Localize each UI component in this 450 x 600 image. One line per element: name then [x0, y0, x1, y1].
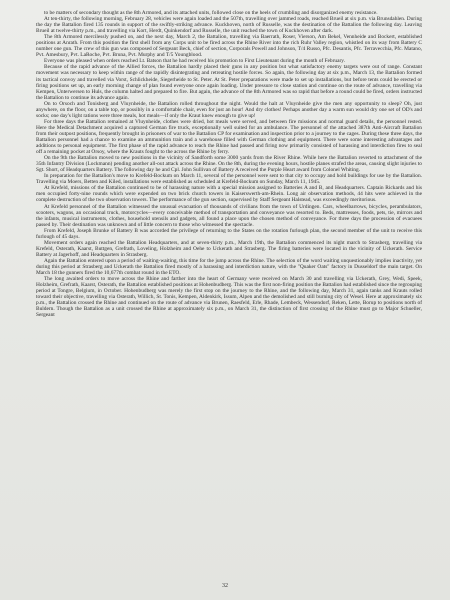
- paragraph-10: At Krefeld, missions of the Battalion continued to be of harassing nature with a special mission assigned to Batteries A and B, and Headquarters. Captain Rickards and his men occupied forty-nine rounds which were expended on two brick church towers in Kaiserswerth-am-Rhein. Long air observation methods, 44 hits were achieved in the complete destruction of the two observation towers. The performance of the gun section, supervised by Staff Sergeant Halstead, was exceedingly meritorious.: [36, 185, 422, 204]
- paragraph-13: Movement orders again reached the Battalion Headquarters, and at seven-thirty p.m., March 19th, the Battalion commenced its night march to Strasberg, travelling via Krefeld, Osterath, Kaarst, Buttgen, Grefrath, Loveling, Holzheim and Oehe to Uckerath and Strasberg. The firing batteries were located in the vicinity of Uckerath. Service Battery at Jagerhoff, and Headquarters in Strasberg.: [36, 239, 422, 258]
- paragraph-3: The 8th Armored mercilessly pushed on, and the next day, March 2, the Battalion, travelling via Baerrath, Roser, Vierson, Am Bekel, Vennheide and Bockert, established positions at Anrath. From this position the first shell from any Corps unit to be fired across the Rhine River into the rich Ruhr Valley region, whistled on its way from Battery C number one gun. The crew of this gun was composed of Sergeant Beck, chief of section, Corporals Powell and Johnson, T/4 Russo, Pfc. Desantis, Pfc. Terravecchia, Pfc. Matano, Pvt. Amesbury, Pvt. LaRoche, Pvt. Bruna, Pvt. Murphy and T/5 Youngblood.: [36, 34, 422, 59]
- paragraph-9: In preparation for the Battalion's move to Krefeld-Bockum on March 11, several of the personnel were sent to that city to occupy and hold buildings for use by the Battalion. Travelling via Moers, Betten and Kiled, installations were established as scheduled at Krefeld-Bockum on Sunday, March 11, 1945.: [36, 173, 422, 186]
- paragraph-6: On to Orsoch and Tonisberg and Vluynheide, the Battalion rolled throughout the night. Would the halt at Vluynheide give the men any opportunity to sleep? Oh, just anywhere, on the floor, on a table top, or possibly in a comfortable chair, even for just an hour! And dry clothes! Perhaps another day a warm sun would dry one set of OD's and socks; one day's light rations were three meals, hot meals—if only the Kraut knew enough to give up!: [36, 100, 422, 119]
- paragraph-14: Again the Battalion entered upon a period of waiting-waiting, this time for the jump across the Rhine. The selection of the word waiting unquestionably implies inactivity, yet during this period at Strasberg and Uckerath the Battalion fired mostly of a harassing and interdiction nature, with the "Quaker Oats" factory in Dusseldorf the main target. On March 18 the gunners fired the 10,677th combat round in the ETO.: [36, 257, 422, 277]
- paragraph-2: At ten-thirty, the following morning, February 28, vehicles were again loaded and the 507th, travelling over jammed roads, reached Brueil at six p.m. via Brunsdahlen. During the day the Battalion fired 135 rounds in support of the swiftly-striking advance. Kuckhoven, north of Russelle, was the destination of the Battalion the following day. Leaving Brueil at twelve-thirty p.m., and travelling via Kort, Herdt, Quinkendorf and Russelle, the unit reached the town of Kuckhoven after dark.: [36, 16, 422, 35]
- paragraph-15: The long awaited orders to move across the Rhine and farther into the heart of Germany were received on March 30 and travelling via Uckerath, Grey, Wedi, Speek, Holzheim, Grefrath, Kaarst, Osterath, the Battalion established positions at Hohenbudberg. This was the first non-firing position the Battalion had established since the regrouping period at Tongre, Belgium, in October. Hohenbudberg was merely the first stop on the journey to the Rhine, and the following day, March 31, again tanks and Krauts rolled toward their objective, travelling via Osterath, Willich, St. Tonis, Kempen, Aldenkirk, Issum, Alpen and the demolished and still burning city of Wesel. Here at approximately six p.m., the Battalion crossed the Rhine and continued on the route of advance via Brunen, Raesfeld, Erle, Rhade, Lembeck, Wessendorf, Reken, Lette, Borup to positions north of Buldern. Though the Battalion as a unit crossed the Rhine at approximately six p.m., on March 31, the distinction of first crossing of the Rhine must go to Major Schueller, Sergeant: [36, 276, 422, 319]
- paragraph-1: to be matters of secondary thought as the 8th Armored, and its attached units, followed close on the heels of crumbling and disorganized enemy resistance.: [44, 10, 378, 16]
- body-text: [36, 10, 422, 580]
- paragraph-8: On the 9th the Battalion moved to new positions in the vicinity of Sandforth some 3000 yards from the River Rhine. While here the Battalion reverted to attachment of the 35th Infantry Division (Lockmann) pending another all-out attack across the Rhine. On the 8th, during the evening hours, hostile planes strafed the areas, causing slight injuries to Sgt. Short, of Headquarters Battery. The following day he and Cpl. John Sullivan of Battery A received the Purple Heart award from Colonel Whiting.: [36, 155, 422, 174]
- paragraph-11: At Krefeld personnel of the Battalion witnessed the unusual evacuation of thousands of civilians from the town of Urdingen. Cars, wheelbarrows, bicycles, perambulators, scooters, wagons, an occasional truck, motorcycles—every conceivable method of transportation and conveyance was resorted to. Beds, mattresses, foods, pets, tie, mirrors and the infants, musical instruments, clothes, household utensils and gadgets, all found a place upon the chosen method of conveyance. For three days the procession of evacuees passed by. Their destination was unknown and of little concern to those who witnessed the spectacle.: [36, 203, 422, 228]
- paragraph-12: From Krefeld, Joseph Brunke of Battery B was accorded the privilege of returning to the States on the rotation furlough plan, the second member of the unit to receive this furlough of 45 days.: [36, 227, 422, 240]
- page-number: 32: [222, 583, 228, 589]
- paragraph-7: For three days the Battalion remained at Vluynheide, clothes were dried, hot meals were served, and between fire missions and normal guard details, the personnel rested. Here the Medical Detachment acquired a captured German fire truck, exceptionally well suited for an ambulance. The personnel of the attached 387th Anti-Aircraft Battalion from their outpost positions, frequently brought in prisoners of war to the Battalion CP for examination and inspection prior to a journey to the cages. During these three days, the Battalion personnel had a chance to examine an ammunition train and a warehouse filled with German clothing and equipment. There were some interesting advantages and additions to personal equipment. The first phase of the rapid advance to reach the Rhine had passed and firing now primarily consisted of harassing and interdiction fires to seal off a remaining pocket at Orsoy, where the Krauts fought to the across the Rhine by ferry.: [36, 118, 422, 156]
- paragraph-5: Because of the rapid advance of the Allied forces, the Battalion hardly placed their guns in any position but what satisfactory enemy targets were out of range. Constant movement was necessary to keep within range of the rapidly disintegrating and retreating hostile forces. So again, the following day at six p.m., March 13, the Battalion formed its tactical convoy and travelled via Vorst, Schlickheide, Siegerheide to St. Peter. At St. Peter preparations were made to set up installations, but before tents could be erected or firing positions set up, an early morning change of plan found everyone once again loading. Under pressure to close station and continue on the route of advance, travelling via Kempen, Unterwersen to Huls, the column halted and prepared to fire. But again, the advance of the 8th Armored was so rapid that before a round could be fired, orders instructed the Battalion to continue its advance again.: [36, 64, 422, 101]
- paragraph-4: Everyone was pleased when orders reached Lt. Batson that he had received his promotion to First Lieutenant during the month of February.: [44, 58, 345, 65]
